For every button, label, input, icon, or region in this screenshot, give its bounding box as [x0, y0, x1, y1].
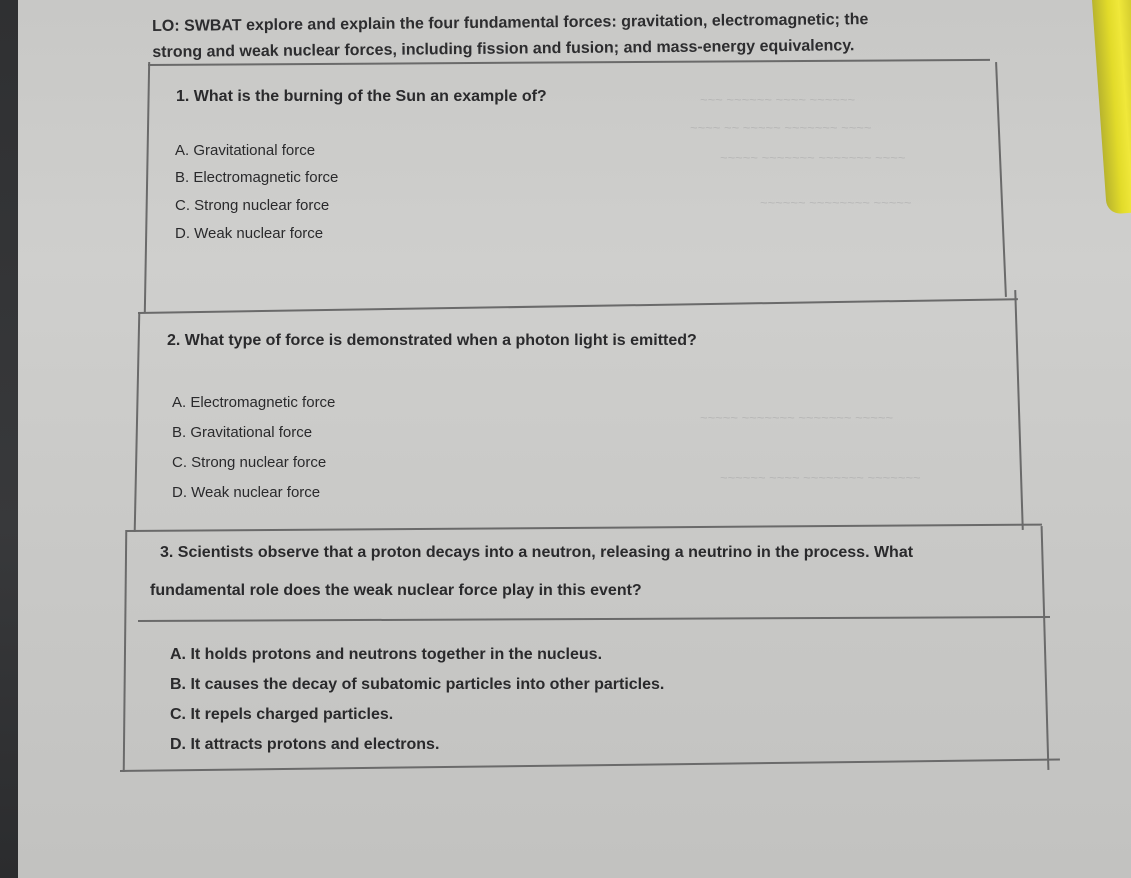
learning-objective-line-1: LO: SWBAT explore and explain the four fundamental forces: gravitation, electromagnetic; the: [152, 11, 869, 35]
bleed-through-text: ~~~~~~ ~~~~ ~~~~~~~~ ~~~~~~~: [720, 470, 921, 485]
question-1-option-c[interactable]: C. Strong nuclear force: [175, 197, 330, 214]
question-2-option-b[interactable]: B. Gravitational force: [172, 424, 313, 441]
question-3-option-a[interactable]: A. It holds protons and neutrons together in the nucleus.: [170, 646, 603, 663]
learning-objective-line-2: strong and weak nuclear forces, including fission and fusion; and mass-energy equivalency.: [152, 37, 855, 61]
table-border-right: [1014, 290, 1024, 530]
table-divider-1: [138, 298, 1018, 314]
question-1-option-b[interactable]: B. Electromagnetic force: [175, 169, 339, 186]
table-border-bottom: [120, 759, 1060, 772]
question-1-option-a[interactable]: A. Gravitational force: [175, 142, 316, 159]
bleed-through-text: ~~~~~~ ~~~~~~~~ ~~~~~: [760, 195, 912, 210]
bleed-through-text: ~~~~ ~~ ~~~~~ ~~~~~~~ ~~~~: [690, 120, 872, 135]
learning-objective: [152, 6, 1012, 66]
question-3-prompt-line-2: fundamental role does the weak nuclear force play in this event?: [150, 582, 642, 599]
question-2-option-a[interactable]: A. Electromagnetic force: [172, 394, 336, 411]
question-2-prompt: 2. What type of force is demonstrated when a photon light is emitted?: [167, 332, 697, 349]
bleed-through-text: ~~~~~ ~~~~~~~ ~~~~~~~ ~~~~: [720, 150, 906, 165]
table-divider-2: [126, 524, 1042, 532]
question-2-option-d[interactable]: D. Weak nuclear force: [172, 484, 321, 501]
table-border-right: [1041, 526, 1050, 770]
question-2-option-c[interactable]: C. Strong nuclear force: [172, 454, 327, 471]
table-border-left: [123, 530, 128, 772]
table-border-left: [144, 62, 150, 312]
table-border-left: [134, 312, 141, 532]
question-1-option-d[interactable]: D. Weak nuclear force: [175, 225, 324, 242]
table-border-right: [995, 62, 1007, 297]
table-divider-3: [138, 616, 1050, 622]
question-1-prompt: 1. What is the burning of the Sun an example of?: [176, 88, 547, 105]
question-3-option-b[interactable]: B. It causes the decay of subatomic particles into other particles.: [170, 676, 665, 693]
question-3-prompt-line-1: 3. Scientists observe that a proton decays into a neutron, releasing a neutrino in the process. What: [160, 544, 914, 561]
question-3-option-c[interactable]: C. It repels charged particles.: [170, 706, 394, 723]
question-3-option-d[interactable]: D. It attracts protons and electrons.: [170, 736, 440, 753]
bleed-through-text: ~~~~~ ~~~~~~~ ~~~~~~~ ~~~~~: [700, 410, 894, 425]
bleed-through-text: ~~~ ~~~~~~ ~~~~ ~~~~~~: [700, 92, 856, 107]
